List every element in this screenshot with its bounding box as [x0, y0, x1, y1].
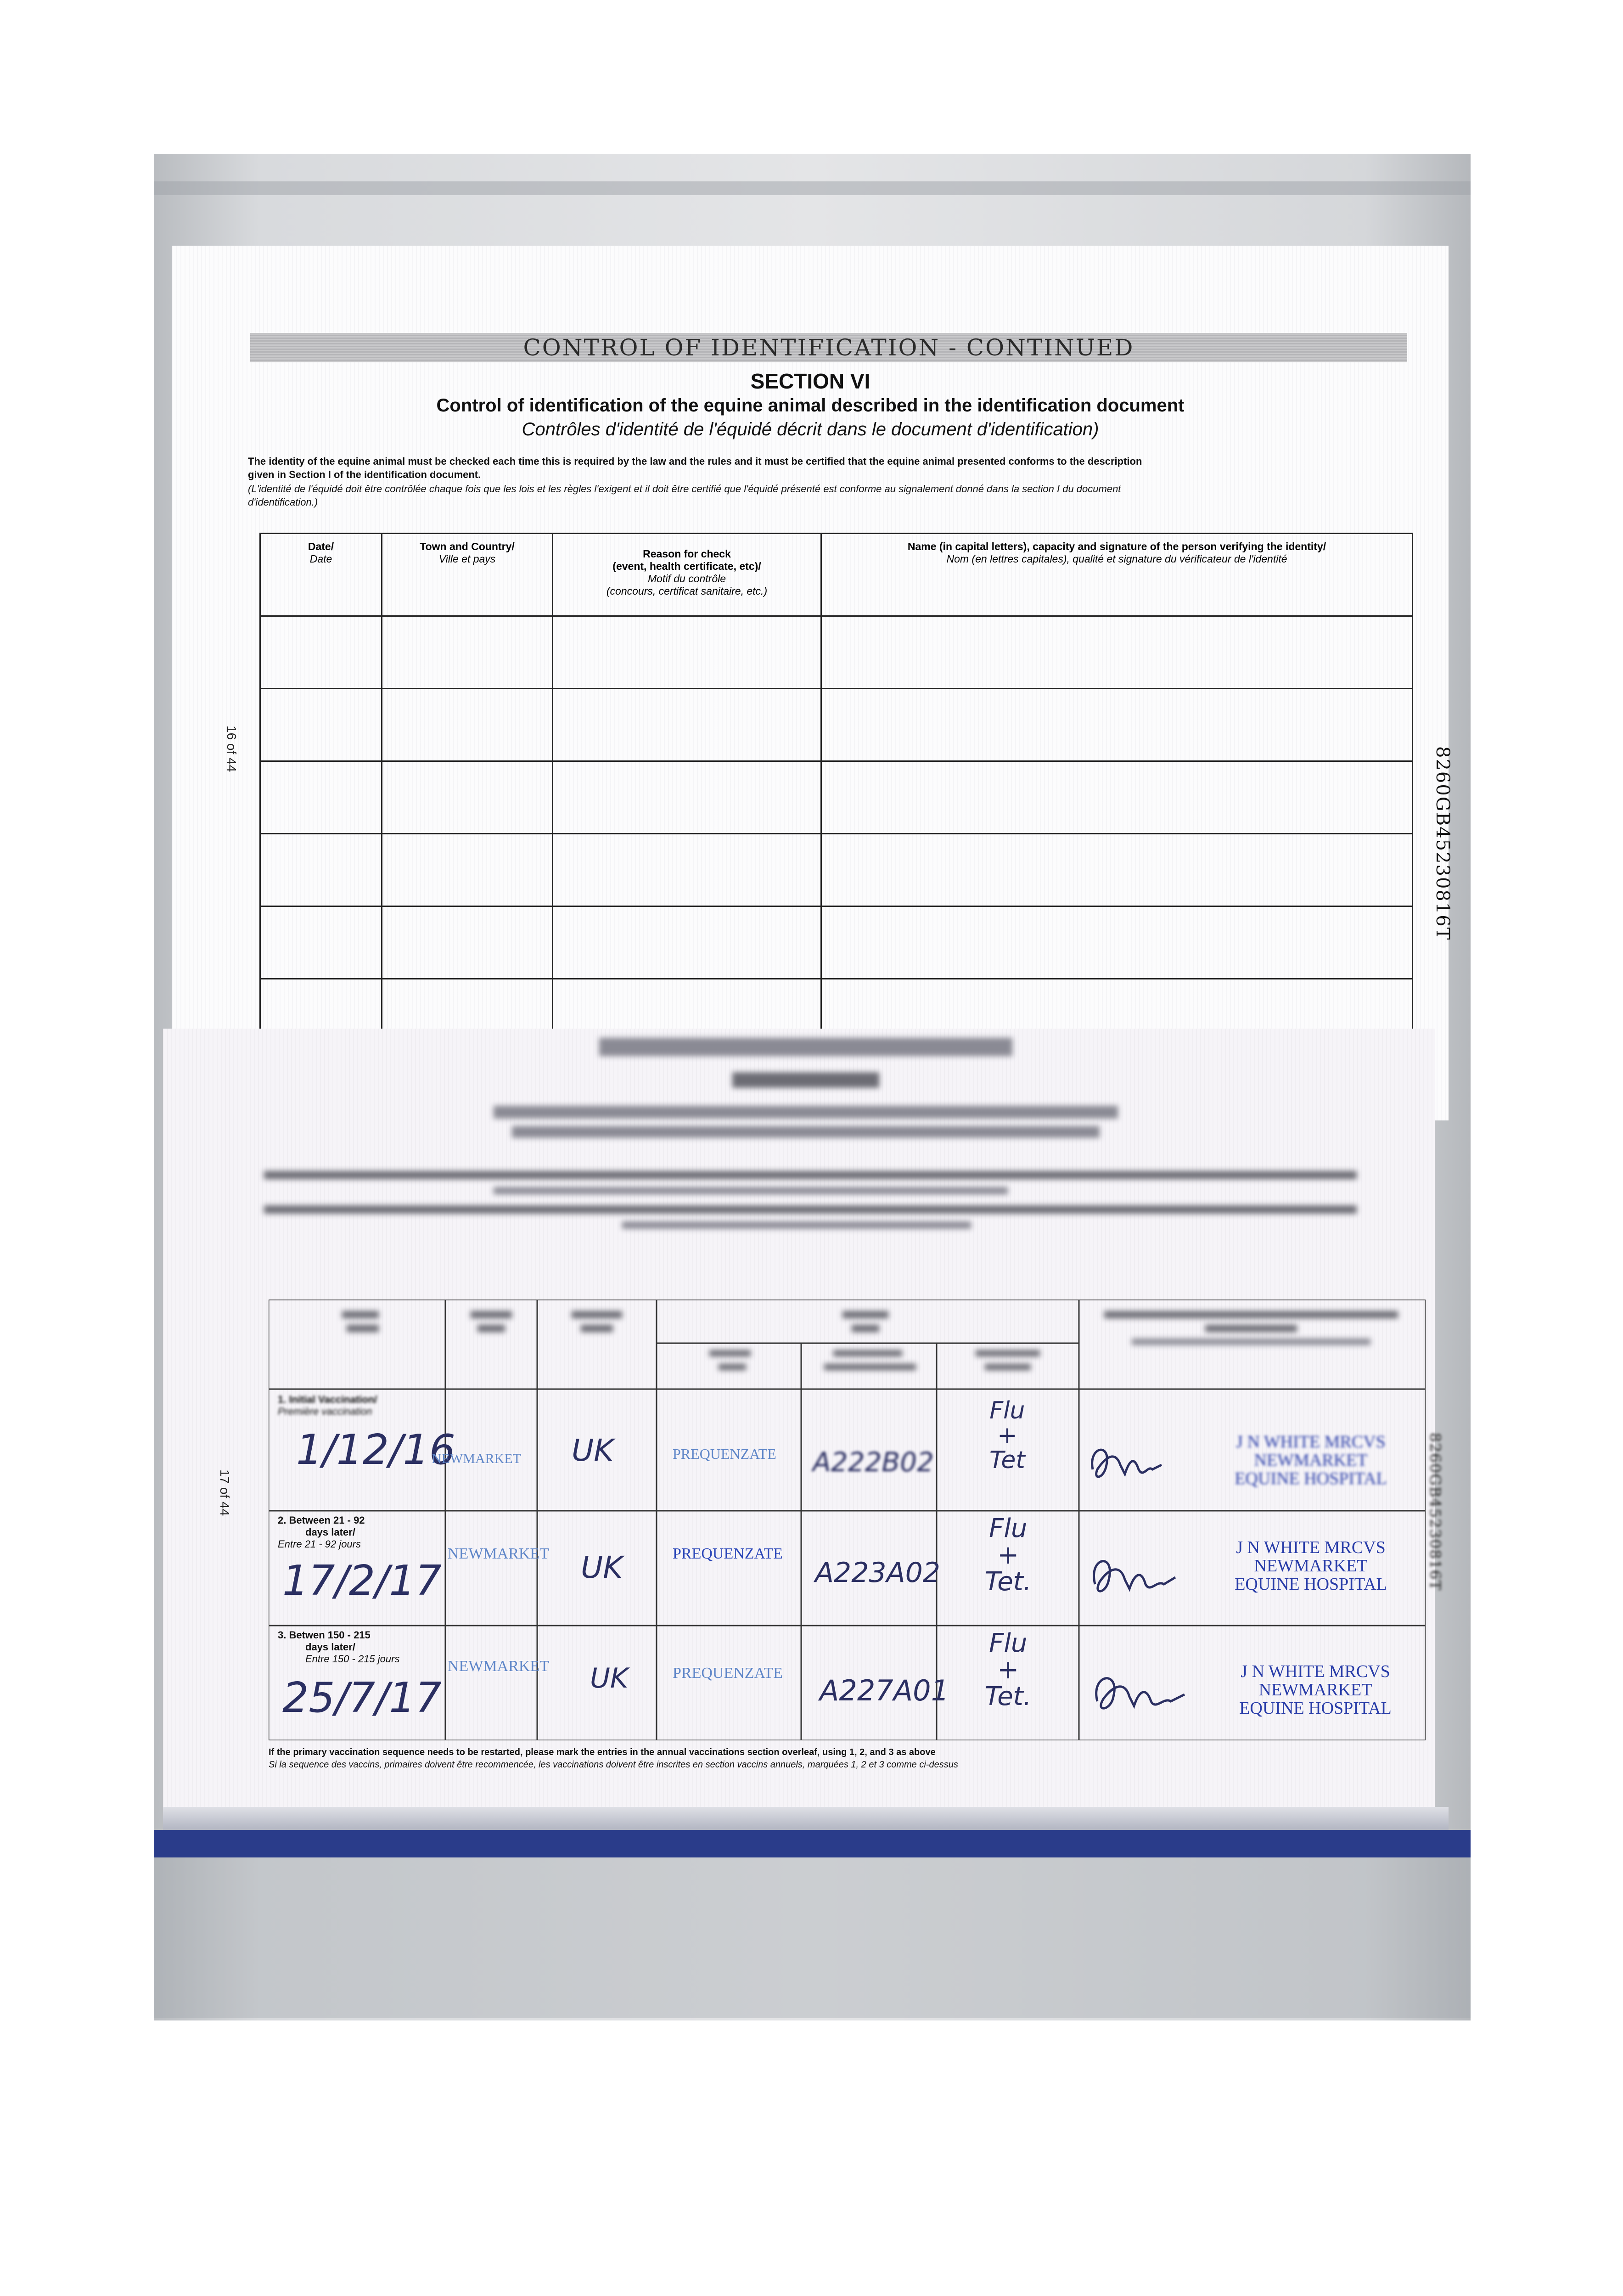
- row-2-date: 17/2/17: [282, 1557, 442, 1605]
- row-3-place-stamp: NEWMARKET: [448, 1658, 549, 1675]
- header-verifier-name: Name (in capital letters), capacity and signature of the person verifying the identity/ Nom (en lettres capitales), qualité et signature du vérificateur de l'identité: [821, 534, 1413, 616]
- row-2-label: 2. Between 21 - 92 days later/ Entre 21 - 92 jours: [278, 1514, 365, 1550]
- cell-date[interactable]: [260, 689, 382, 761]
- section-banner: [250, 333, 1407, 362]
- cell-date[interactable]: [260, 616, 382, 689]
- header-town-country: Town and Country/ Ville et pays: [382, 534, 553, 616]
- cell-name[interactable]: [821, 979, 1413, 1034]
- instruction-fr-line-2: d'identification.): [248, 496, 318, 508]
- cell-town[interactable]: [382, 616, 553, 689]
- row-2-place-stamp: NEWMARKET: [448, 1545, 549, 1562]
- footnote-fr: Si la sequence des vaccins, primaires doivent être recommencée, les vaccinations doivent être inscrites en section vaccins annuels, marquées 1, 2 et 3 comme ci-dessus: [269, 1760, 958, 1770]
- passport-page-16: [172, 246, 1453, 1120]
- table-row: [260, 689, 1413, 761]
- row-2-vet-stamp: J N WHITE MRCVS NEWMARKET EQUINE HOSPITAL: [1235, 1538, 1387, 1594]
- cell-name[interactable]: [821, 834, 1413, 906]
- footnote-en: If the primary vaccination sequence needs to be restarted, please mark the entries in the annual vaccinations section overleaf, using 1, 2, and 3 as above: [269, 1747, 936, 1757]
- row-3-country: UK: [590, 1662, 629, 1694]
- cell-date[interactable]: [260, 761, 382, 834]
- row-3-label: 3. Betwen 150 - 215 days later/ Entre 150 - 215 jours: [278, 1629, 400, 1665]
- row-3-vet-stamp: J N WHITE MRCVS NEWMARKET EQUINE HOSPITAL: [1239, 1662, 1392, 1718]
- row-1-place-stamp: NEWMARKET: [432, 1451, 521, 1466]
- row-1-signature: [1084, 1437, 1185, 1492]
- row-3-signature: [1086, 1662, 1205, 1727]
- header-date: Date/ Date: [260, 534, 382, 616]
- row-3-date: 25/7/17: [282, 1674, 442, 1722]
- cell-town[interactable]: [382, 834, 553, 906]
- vaccination-table: [269, 1300, 1426, 1740]
- cell-date[interactable]: [260, 906, 382, 979]
- identity-check-table: [259, 533, 1413, 1035]
- cell-name[interactable]: [821, 616, 1413, 689]
- row-1-disease: Flu + Tet: [989, 1397, 1025, 1474]
- page-number-17: 17 of 44: [218, 1469, 232, 1516]
- scan-bottom-band: [154, 1853, 1471, 2018]
- cell-name[interactable]: [821, 689, 1413, 761]
- cell-reason[interactable]: [553, 979, 821, 1034]
- table-header-row: [260, 534, 1413, 616]
- row-2-country: UK: [581, 1550, 623, 1585]
- row-2-batch: A223A02: [815, 1557, 940, 1589]
- section-title: Control of identification of the equine animal described in the identification document: [436, 395, 1185, 416]
- row-1-batch: A222B02: [813, 1446, 934, 1478]
- cell-name[interactable]: [821, 906, 1413, 979]
- row-1-vet-stamp: J N WHITE MRCVS NEWMARKET EQUINE HOSPITAL: [1235, 1432, 1387, 1488]
- row-2-disease: Flu + Tet.: [985, 1514, 1032, 1597]
- section-title-fr: Contrôles d'identité de l'équidé décrit dans le document d'identification): [522, 419, 1099, 439]
- passport-cover-edge: [154, 1830, 1471, 1857]
- cell-town[interactable]: [382, 979, 553, 1034]
- table-row: [260, 616, 1413, 689]
- row-1-vaccine-stamp: PREQUENZATE: [673, 1446, 776, 1462]
- scanned-document: [154, 154, 1471, 2020]
- banner-title: CONTROL OF IDENTIFICATION - CONTINUED: [523, 334, 1134, 361]
- row-3-vaccine-stamp: PREQUENZATE: [673, 1665, 783, 1682]
- cell-reason[interactable]: [553, 906, 821, 979]
- row-3-disease: Flu + Tet.: [985, 1628, 1032, 1711]
- cell-town[interactable]: [382, 906, 553, 979]
- cell-date[interactable]: [260, 979, 382, 1034]
- row-1-country: UK: [572, 1433, 614, 1468]
- table-row: [260, 906, 1413, 979]
- cell-name[interactable]: [821, 761, 1413, 834]
- row-1-label: 1. Initial Vaccination/ Première vaccination: [278, 1394, 377, 1417]
- row-2-signature: [1084, 1548, 1194, 1607]
- row-3-batch: A227A01: [820, 1674, 949, 1707]
- row-2-vaccine-stamp: PREQUENZATE: [673, 1545, 783, 1562]
- instruction-fr: [248, 482, 1423, 509]
- page-number-16: 16 of 44: [225, 726, 239, 772]
- table-row: [260, 979, 1413, 1034]
- cell-town[interactable]: [382, 761, 553, 834]
- passport-page-17: [163, 1029, 1444, 1841]
- table-row: [260, 834, 1413, 906]
- instruction-en-line-1: The identity of the equine animal must be checked each time this is required by the law and the rules and it must be certified that the equine animal presented conforms to the description: [248, 456, 1142, 467]
- document-code-faint: 8260GB45230816T: [1426, 1433, 1444, 1591]
- table-row: [260, 761, 1413, 834]
- instruction-fr-line-1: (L'identité de l'équidé doit être contrôlée chaque fois que les lois et les règles l'exigent et il doit être certifié que l'équidé présenté est conforme au signalement donné dans la section I du document: [248, 483, 1121, 495]
- cell-reason[interactable]: [553, 761, 821, 834]
- cell-reason[interactable]: [553, 689, 821, 761]
- instruction-en-line-2: given in Section I of the identification document.: [248, 469, 481, 480]
- row-1-date: 1/12/16: [296, 1426, 455, 1474]
- document-code: 8260GB45230816T: [1432, 746, 1453, 941]
- section-heading: SECTION VI: [750, 369, 870, 393]
- header-reason: Reason for check (event, health certificate, etc)/ Motif du contrôle (concours, certificat sanitaire, etc.): [553, 534, 821, 616]
- cell-reason[interactable]: [553, 834, 821, 906]
- scan-edge-band: [154, 181, 1471, 195]
- cell-date[interactable]: [260, 834, 382, 906]
- cell-reason[interactable]: [553, 616, 821, 689]
- instruction-en: [248, 455, 1423, 481]
- cell-town[interactable]: [382, 689, 553, 761]
